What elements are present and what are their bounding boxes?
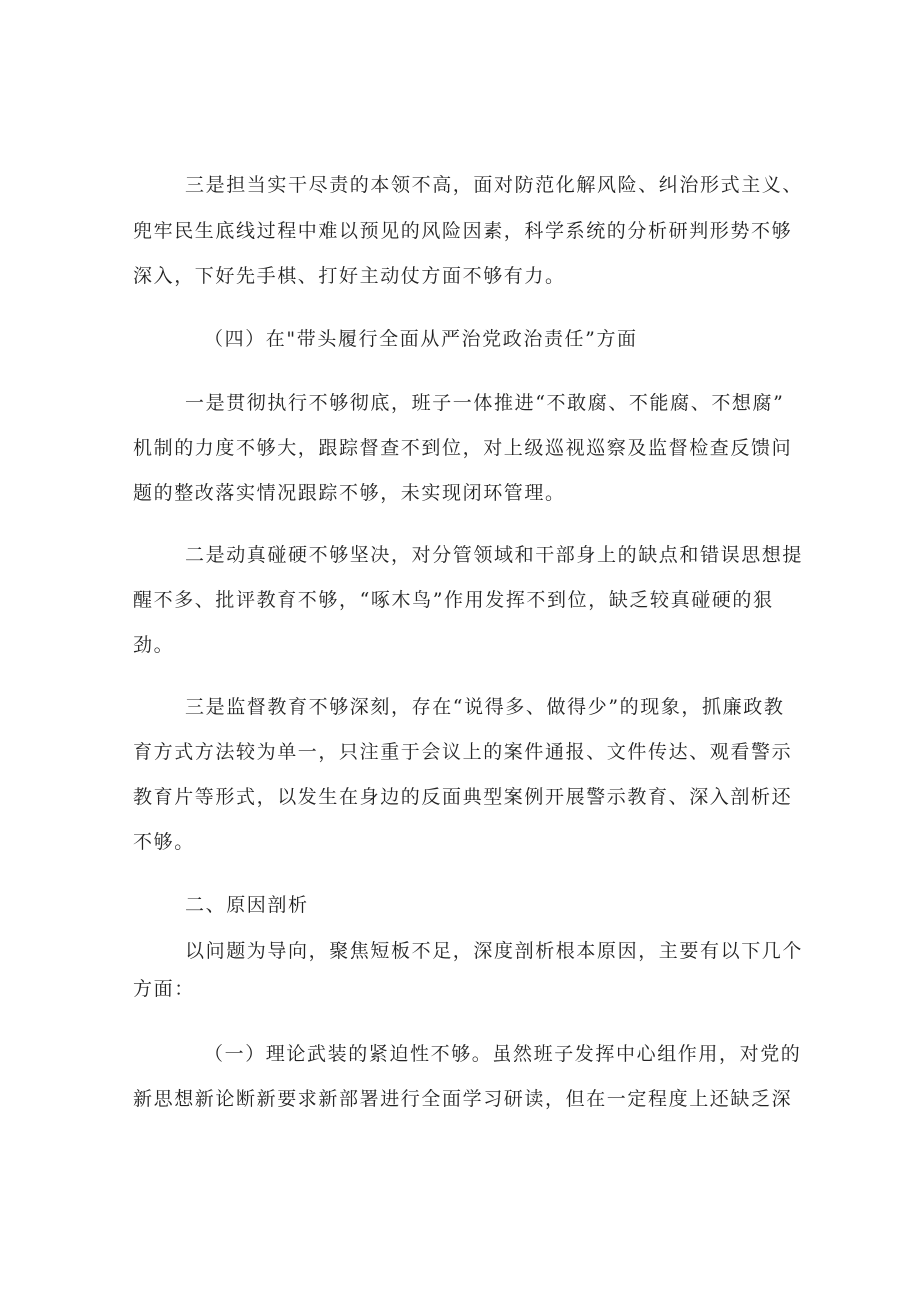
section-2-heading: 二、原因剖析: [185, 894, 309, 916]
section-heading-4: （四）在"带头履行全面从严治党政治责任”方面: [204, 328, 638, 350]
paragraph-2-line-3: 题的整改落实情况跟踪不够，未实现闭环管理。: [133, 482, 566, 504]
paragraph-4-line-1: 三是监督教育不够深刻，存在“说得多、做得少”的现象，抓廉政教: [185, 696, 785, 718]
paragraph-4-line-2: 育方式方法较为单一，只注重于会议上的案件通报、文件传达、观看警示: [133, 741, 793, 763]
paragraph-4-line-3: 教育片等形式，以发生在身边的反面典型案例开展警示教育、深入剖析还: [133, 786, 793, 808]
paragraph-3-line-2: 醒不多、批评教育不够，“啄木鸟”作用发挥不到位，缺乏较真碰硬的狠: [133, 589, 774, 611]
paragraph-4-line-4: 不够。: [133, 831, 195, 853]
paragraph-1-line-3: 深入，下好先手棋、打好主动仗方面不够有力。: [133, 265, 566, 287]
paragraph-5-line-1: 以问题为导向，聚焦短板不足，深度剖析根本原因，主要有以下几个: [185, 940, 804, 962]
paragraph-5-line-2: 方面：: [133, 978, 195, 1000]
paragraph-6-line-2: 新思想新论断新要求新部署进行全面学习研读，但在一定程度上还缺乏深: [133, 1088, 793, 1110]
paragraph-1-line-1: 三是担当实干尽责的本领不高，面对防范化解风险、纠治形式主义、: [185, 174, 804, 196]
paragraph-2-line-1: 一是贯彻执行不够彻底，班子一体推进“不敢腐、不能腐、不想腐”: [185, 392, 785, 414]
paragraph-3-line-1: 二是动真碰硬不够坚决，对分管领域和干部身上的缺点和错误思想提: [185, 544, 804, 566]
paragraph-6-line-1: （一）理论武装的紧迫性不够。虽然班子发挥中心组作用，对党的: [204, 1043, 802, 1065]
paragraph-2-line-2: 机制的力度不够大，跟踪督查不到位，对上级巡视巡察及监督检查反馈问: [133, 437, 793, 459]
paragraph-3-line-3: 劲。: [133, 634, 175, 656]
paragraph-1-line-2: 兜牢民生底线过程中难以预见的风险因素，科学系统的分析研判形势不够: [133, 220, 793, 242]
